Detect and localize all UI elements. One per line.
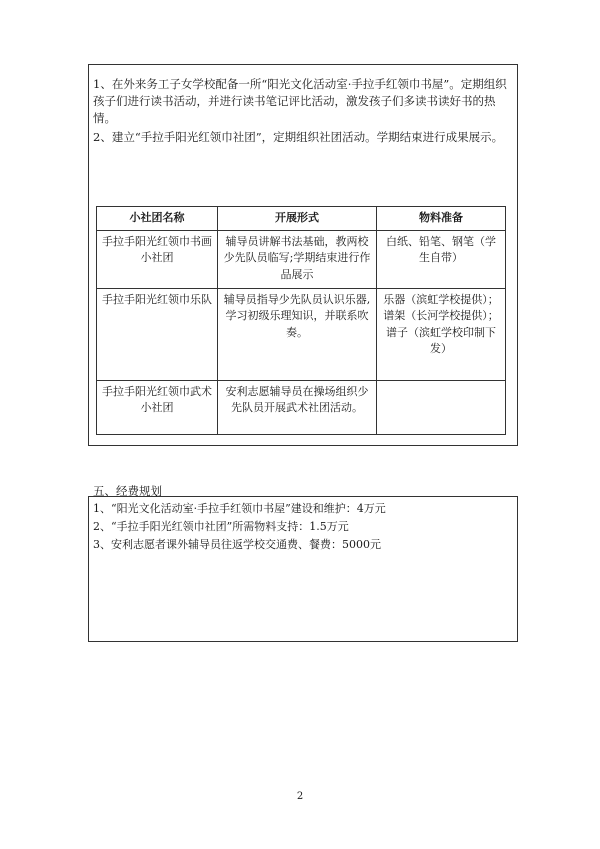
activity-form: 辅导员讲解书法基础，教两校少先队员临写;学期结束进行作品展示 [218,230,377,288]
header-club-name: 小社团名称 [97,207,218,231]
header-materials: 物料准备 [377,207,506,231]
activity-form: 辅导员指导少先队员认识乐器,学习初级乐理知识，并联系吹奏。 [218,288,377,380]
materials: 乐器（滨虹学校提供）；谱架（长河学校提供）；谱子（滨虹学校印制下发） [377,288,506,380]
materials: 白纸、铅笔、钢笔（学生自带） [377,230,506,288]
club-name: 手拉手阳光红领巾书画小社团 [97,230,218,288]
page-number: 2 [296,791,304,802]
club-table [96,206,506,435]
table-row [97,230,506,288]
activity-form: 安利志愿辅导员在操场组织少先队员开展武术社团活动。 [218,380,377,434]
funding-box [88,496,518,642]
club-name: 手拉手阳光红领巾乐队 [97,288,218,380]
table-row [97,380,506,434]
plan-item-1: 1、在外来务工子女学校配备一所“阳光文化活动室·手拉手红领巾书屋”。定期组织孩子们进行读书活动，并进行读书笔记评比活动，激发孩子们多读书读好书的热情。 [93,77,507,125]
table-row [97,288,506,380]
plan-item-2: 2、建立“手拉手阳光红领巾社团”，定期组织社团活动。学期结束进行成果展示。 [93,130,504,144]
header-activity-form: 开展形式 [218,207,377,231]
funding-section-title: 五、经费规划 [93,484,162,498]
table-header-row [97,207,506,231]
funding-item: 2、“手拉手阳光红领巾社团”所需物料支持：1.5万元 [93,520,349,533]
materials [377,380,506,434]
funding-item: 3、安利志愿者课外辅导员往返学校交通费、餐费：5000元 [93,538,381,551]
club-name: 手拉手阳光红领巾武术小社团 [97,380,218,434]
funding-item: 1、“阳光文化活动室·手拉手红领巾书屋”建设和维护：4万元 [93,502,386,515]
